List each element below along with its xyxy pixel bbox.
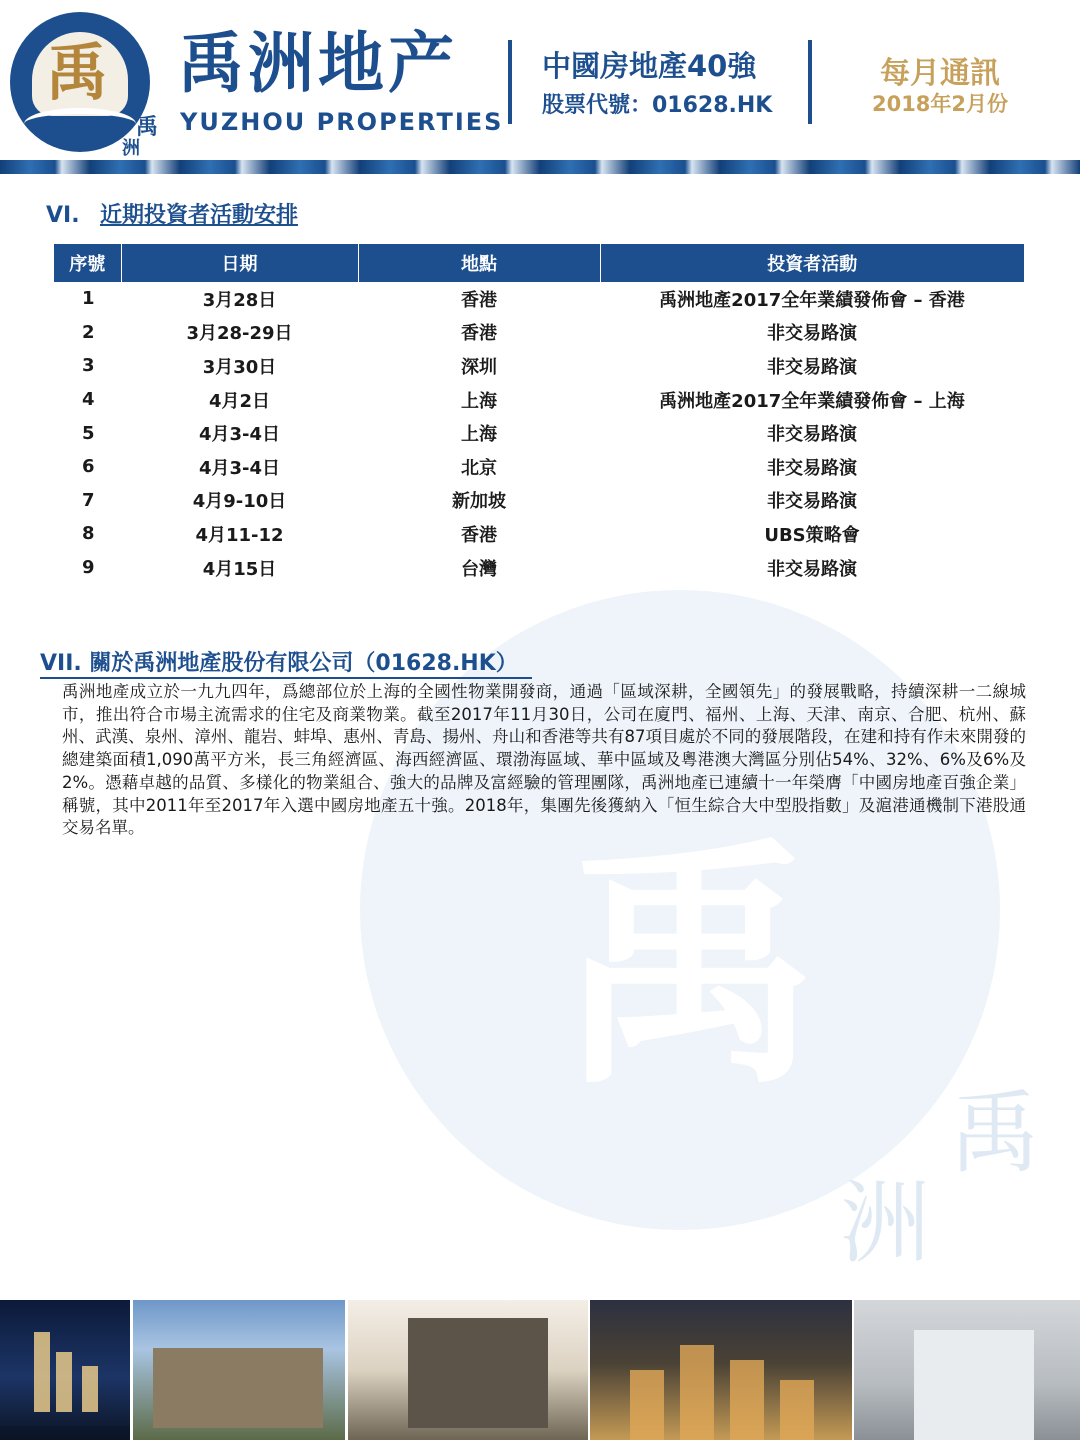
col-header-date: 日期 [121,244,358,282]
cell-no: 4 [82,389,95,411]
investor-schedule-table [54,244,1024,584]
table-row [54,450,1024,484]
cell-activity: 非交易路演 [767,323,857,345]
cell-date: 4月15日 [202,558,277,580]
table-row [54,349,1024,383]
brand-name-zh: 禹洲地产 [178,25,458,102]
company-description: 禹洲地產成立於一九九四年，爲總部位於上海的全國性物業開發商，通過「區域深耕，全國領先」的發展戰略，持續深耕一二線城市，推出符合市場主流需求的住宅及商業物業。截至2017年11月30日，公司在廈門、福州、上海、天津、南京、合肥、杭州、蘇州、武漢、泉州、漳州、龍岩、蚌埠、惠州、青島、揚州、舟山和香港等共有87項目處於不同的發展階段，在建和持有作未來開發的總建築面積1,090萬平方米，長三角經濟區、海西經濟區、環渤海區域、華中區域及粵港澳大灣區分別佔54%、32%、6%及6%及2%。憑藉卓越的品質、多樣化的物業組合、強大的品牌及富經驗的管理團隊，禹洲地產已連續十一年榮膺「中國房地產百強企業」稱號，其中2011年至2017年入選中國房地產五十強。2018年，集團先後獲納入「恒生綜合大中型股指數」及滬港通機制下港股通交易名單。 [62,682,1026,838]
photo-aerial-rendering [854,1300,1080,1440]
cell-date: 4月3-4日 [198,424,281,446]
cell-no: 3 [82,355,95,377]
cell-date: 3月30日 [202,356,277,378]
col-header-activity: 投資者活動 [600,244,1024,282]
photo-night-towers [590,1300,852,1440]
cell-location: 北京 [461,457,497,479]
cell-activity: 非交易路演 [767,356,857,378]
section-6-heading: 近期投資者活動安排 [100,203,299,228]
cell-no: 9 [82,557,95,579]
table-row [54,517,1024,551]
newsletter-title: 每月通訊 [880,56,1000,91]
section-6-title [46,198,298,229]
cell-location: 上海 [461,424,497,446]
logo-char: 禹 [46,36,109,109]
table-row [54,551,1024,585]
cell-date: 4月2日 [208,390,271,412]
page-header [0,0,1080,168]
cell-activity: 非交易路演 [767,457,857,479]
photo-villa-building [133,1300,345,1440]
brand-name-en: YUZHOU PROPERTIES [180,108,504,136]
cell-no: 8 [82,523,95,545]
table-row [54,383,1024,417]
cell-date: 3月28-29日 [186,323,293,345]
cell-date: 3月28日 [202,289,277,311]
section-7-title [40,646,532,679]
decorative-band [0,160,1080,174]
photo-night-skyline [0,1300,130,1440]
header-divider-1 [508,40,512,124]
cell-activity: 非交易路演 [767,424,857,446]
cell-location: 香港 [461,524,497,546]
cell-date: 4月11-12 [195,524,284,546]
cell-no: 2 [82,321,95,343]
col-header-no: 序號 [54,244,121,282]
cell-no: 7 [82,489,95,511]
cell-location: 香港 [461,289,497,311]
watermark-char: 禹 [560,815,820,1120]
newsletter-month: 2018年2月份 [871,92,1009,116]
cell-location: 新加坡 [452,491,506,513]
logo-sub-char-2: 洲 [122,138,140,159]
cell-activity: 非交易路演 [767,558,857,580]
watermark-side-char-1: 禹 [950,1081,1040,1186]
col-header-location: 地點 [358,244,600,282]
cell-location: 香港 [461,323,497,345]
cell-activity: 禹洲地產2017全年業績發佈會 – 上海 [659,390,965,412]
cell-location: 深圳 [461,356,497,378]
cell-date: 4月9-10日 [192,491,287,513]
cell-activity: 非交易路演 [767,491,857,513]
photo-residential-entrance [348,1300,588,1440]
company-logo [10,12,160,158]
table-row [54,316,1024,350]
table-header-row [54,244,1024,282]
header-divider-2 [808,40,812,124]
cell-location: 上海 [461,390,497,412]
table-row [54,416,1024,450]
cell-activity: UBS策略會 [764,524,860,546]
table-row [54,282,1024,316]
project-photo-strip [0,1300,1080,1440]
watermark-side-char-2: 洲 [840,1171,930,1276]
cell-date: 4月3-4日 [198,457,281,479]
cell-no: 5 [82,422,95,444]
wave-icon [24,108,136,140]
section-7-heading: VII. 關於禹洲地產股份有限公司（01628.HK） [40,646,532,679]
table-row [54,484,1024,518]
logo-sub-char-1: 禹 [136,115,159,140]
cell-activity: 禹洲地產2017全年業績發佈會 – 香港 [659,289,965,311]
ranking-label: 中國房地產40強 [542,49,757,83]
cell-no: 1 [82,288,95,310]
section-6-number: VI. [46,203,80,228]
cell-no: 6 [82,456,95,478]
cell-location: 台灣 [461,558,497,580]
stock-code: 股票代號：01628.HK [542,93,773,118]
